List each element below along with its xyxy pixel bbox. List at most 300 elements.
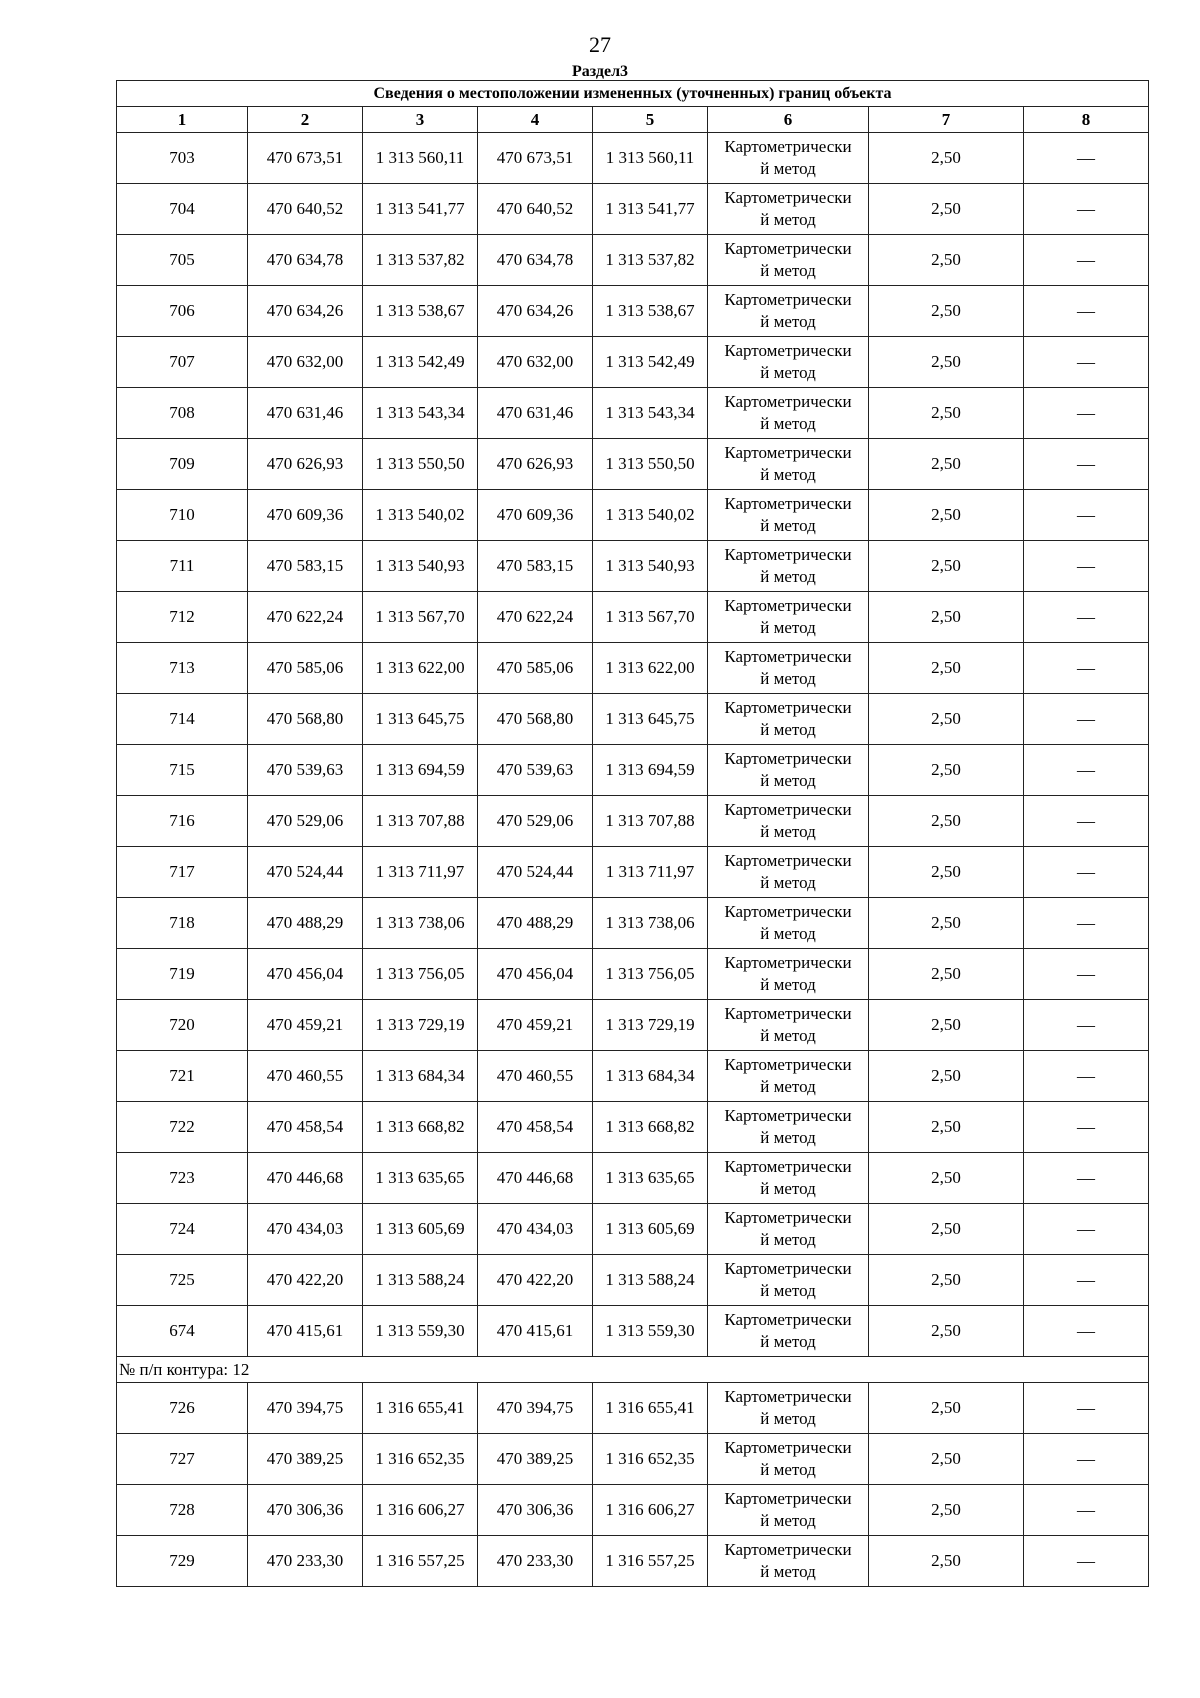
method-text: Картометрически bbox=[724, 1259, 852, 1278]
x-coordinate-cell: 470 626,93 bbox=[248, 439, 363, 490]
y-coordinate-cell: 1 313 540,02 bbox=[593, 490, 708, 541]
accuracy-cell: 2,50 bbox=[869, 490, 1024, 541]
method-cell bbox=[708, 1383, 869, 1434]
description-cell: — bbox=[1024, 1255, 1149, 1306]
method-text: й метод bbox=[760, 159, 816, 178]
table-row bbox=[117, 694, 1149, 745]
y-coordinate-cell: 1 313 729,19 bbox=[593, 1000, 708, 1051]
method-text: й метод bbox=[760, 1460, 816, 1479]
table-row bbox=[117, 1306, 1149, 1357]
method-cell bbox=[708, 337, 869, 388]
description-cell: — bbox=[1024, 847, 1149, 898]
x-coordinate-cell: 470 632,00 bbox=[248, 337, 363, 388]
method-text: й метод bbox=[760, 312, 816, 331]
x-coordinate-cell: 470 488,29 bbox=[478, 898, 593, 949]
x-coordinate-cell: 470 539,63 bbox=[478, 745, 593, 796]
table-row bbox=[117, 1536, 1149, 1587]
method-cell bbox=[708, 184, 869, 235]
y-coordinate-cell: 1 313 542,49 bbox=[593, 337, 708, 388]
point-number-cell: 711 bbox=[117, 541, 248, 592]
y-coordinate-cell: 1 313 756,05 bbox=[593, 949, 708, 1000]
y-coordinate-cell: 1 313 635,65 bbox=[363, 1153, 478, 1204]
x-coordinate-cell: 470 524,44 bbox=[478, 847, 593, 898]
x-coordinate-cell: 470 634,78 bbox=[248, 235, 363, 286]
x-coordinate-cell: 470 456,04 bbox=[248, 949, 363, 1000]
table-row bbox=[117, 949, 1149, 1000]
accuracy-cell: 2,50 bbox=[869, 133, 1024, 184]
y-coordinate-cell: 1 313 645,75 bbox=[593, 694, 708, 745]
contour-label: № п/п контура: 12 bbox=[117, 1357, 1149, 1383]
x-coordinate-cell: 470 394,75 bbox=[478, 1383, 593, 1434]
point-number-cell: 719 bbox=[117, 949, 248, 1000]
point-number-cell: 708 bbox=[117, 388, 248, 439]
point-number-cell: 721 bbox=[117, 1051, 248, 1102]
method-text: Картометрически bbox=[724, 137, 852, 156]
x-coordinate-cell: 470 622,24 bbox=[248, 592, 363, 643]
accuracy-cell: 2,50 bbox=[869, 898, 1024, 949]
x-coordinate-cell: 470 568,80 bbox=[248, 694, 363, 745]
accuracy-cell: 2,50 bbox=[869, 949, 1024, 1000]
point-number-cell: 717 bbox=[117, 847, 248, 898]
method-text: Картометрически bbox=[724, 902, 852, 921]
x-coordinate-cell: 470 640,52 bbox=[478, 184, 593, 235]
method-text: Картометрически bbox=[724, 494, 852, 513]
description-cell: — bbox=[1024, 1051, 1149, 1102]
x-coordinate-cell: 470 585,06 bbox=[478, 643, 593, 694]
accuracy-cell: 2,50 bbox=[869, 541, 1024, 592]
point-number-cell: 712 bbox=[117, 592, 248, 643]
table-row bbox=[117, 1255, 1149, 1306]
description-cell: — bbox=[1024, 1000, 1149, 1051]
method-text: Картометрически bbox=[724, 443, 852, 462]
column-numbers-row bbox=[117, 107, 1149, 133]
method-text: й метод bbox=[760, 465, 816, 484]
point-number-cell: 727 bbox=[117, 1434, 248, 1485]
x-coordinate-cell: 470 434,03 bbox=[248, 1204, 363, 1255]
x-coordinate-cell: 470 306,36 bbox=[248, 1485, 363, 1536]
accuracy-cell: 2,50 bbox=[869, 388, 1024, 439]
method-cell bbox=[708, 1102, 869, 1153]
method-text: й метод bbox=[760, 771, 816, 790]
y-coordinate-cell: 1 313 684,34 bbox=[363, 1051, 478, 1102]
table-caption-row bbox=[117, 81, 1149, 107]
column-number: 6 bbox=[708, 107, 869, 133]
y-coordinate-cell: 1 313 540,02 bbox=[363, 490, 478, 541]
x-coordinate-cell: 470 585,06 bbox=[248, 643, 363, 694]
x-coordinate-cell: 470 634,26 bbox=[248, 286, 363, 337]
method-text: Картометрически bbox=[724, 851, 852, 870]
y-coordinate-cell: 1 316 557,25 bbox=[593, 1536, 708, 1587]
y-coordinate-cell: 1 313 543,34 bbox=[593, 388, 708, 439]
x-coordinate-cell: 470 458,54 bbox=[248, 1102, 363, 1153]
table-row bbox=[117, 1153, 1149, 1204]
x-coordinate-cell: 470 626,93 bbox=[478, 439, 593, 490]
y-coordinate-cell: 1 313 559,30 bbox=[593, 1306, 708, 1357]
description-cell: — bbox=[1024, 898, 1149, 949]
method-text: Картометрически bbox=[724, 1489, 852, 1508]
method-text: й метод bbox=[760, 669, 816, 688]
method-cell bbox=[708, 949, 869, 1000]
column-number: 2 bbox=[248, 107, 363, 133]
method-text: Картометрически bbox=[724, 341, 852, 360]
method-text: Картометрически bbox=[724, 1310, 852, 1329]
point-number-cell: 729 bbox=[117, 1536, 248, 1587]
point-number-cell: 714 bbox=[117, 694, 248, 745]
x-coordinate-cell: 470 488,29 bbox=[248, 898, 363, 949]
point-number-cell: 723 bbox=[117, 1153, 248, 1204]
table-row bbox=[117, 592, 1149, 643]
method-text: й метод bbox=[760, 1562, 816, 1581]
description-cell: — bbox=[1024, 643, 1149, 694]
point-number-cell: 674 bbox=[117, 1306, 248, 1357]
y-coordinate-cell: 1 313 567,70 bbox=[363, 592, 478, 643]
y-coordinate-cell: 1 313 635,65 bbox=[593, 1153, 708, 1204]
accuracy-cell: 2,50 bbox=[869, 592, 1024, 643]
table-row bbox=[117, 1000, 1149, 1051]
table-row bbox=[117, 643, 1149, 694]
y-coordinate-cell: 1 313 560,11 bbox=[593, 133, 708, 184]
method-text: й метод bbox=[760, 567, 816, 586]
accuracy-cell: 2,50 bbox=[869, 745, 1024, 796]
method-text: й метод bbox=[760, 1409, 816, 1428]
y-coordinate-cell: 1 313 707,88 bbox=[363, 796, 478, 847]
y-coordinate-cell: 1 313 738,06 bbox=[593, 898, 708, 949]
method-text: Картометрически bbox=[724, 1438, 852, 1457]
description-cell: — bbox=[1024, 337, 1149, 388]
accuracy-cell: 2,50 bbox=[869, 1153, 1024, 1204]
x-coordinate-cell: 470 389,25 bbox=[478, 1434, 593, 1485]
method-text: й метод bbox=[760, 210, 816, 229]
description-cell: — bbox=[1024, 1102, 1149, 1153]
description-cell: — bbox=[1024, 949, 1149, 1000]
method-text: й метод bbox=[760, 1511, 816, 1530]
method-text: й метод bbox=[760, 1332, 816, 1351]
y-coordinate-cell: 1 313 694,59 bbox=[593, 745, 708, 796]
method-cell bbox=[708, 1536, 869, 1587]
point-number-cell: 724 bbox=[117, 1204, 248, 1255]
x-coordinate-cell: 470 634,26 bbox=[478, 286, 593, 337]
description-cell: — bbox=[1024, 541, 1149, 592]
y-coordinate-cell: 1 313 729,19 bbox=[363, 1000, 478, 1051]
x-coordinate-cell: 470 673,51 bbox=[478, 133, 593, 184]
method-cell bbox=[708, 592, 869, 643]
x-coordinate-cell: 470 631,46 bbox=[248, 388, 363, 439]
x-coordinate-cell: 470 459,21 bbox=[478, 1000, 593, 1051]
table-row bbox=[117, 337, 1149, 388]
table-row bbox=[117, 1434, 1149, 1485]
y-coordinate-cell: 1 313 588,24 bbox=[363, 1255, 478, 1306]
table-row bbox=[117, 490, 1149, 541]
point-number-cell: 722 bbox=[117, 1102, 248, 1153]
x-coordinate-cell: 470 609,36 bbox=[478, 490, 593, 541]
table-row bbox=[117, 1204, 1149, 1255]
method-text: й метод bbox=[760, 1230, 816, 1249]
method-cell bbox=[708, 898, 869, 949]
method-cell bbox=[708, 286, 869, 337]
method-text: й метод bbox=[760, 873, 816, 892]
method-text: Картометрически bbox=[724, 1540, 852, 1559]
method-text: Картометрически bbox=[724, 1157, 852, 1176]
y-coordinate-cell: 1 313 550,50 bbox=[593, 439, 708, 490]
y-coordinate-cell: 1 313 711,97 bbox=[593, 847, 708, 898]
description-cell: — bbox=[1024, 1153, 1149, 1204]
method-text: й метод bbox=[760, 516, 816, 535]
column-number: 8 bbox=[1024, 107, 1149, 133]
x-coordinate-cell: 470 583,15 bbox=[248, 541, 363, 592]
method-text: й метод bbox=[760, 618, 816, 637]
x-coordinate-cell: 470 394,75 bbox=[248, 1383, 363, 1434]
method-cell bbox=[708, 745, 869, 796]
accuracy-cell: 2,50 bbox=[869, 184, 1024, 235]
accuracy-cell: 2,50 bbox=[869, 235, 1024, 286]
y-coordinate-cell: 1 313 540,93 bbox=[593, 541, 708, 592]
x-coordinate-cell: 470 422,20 bbox=[478, 1255, 593, 1306]
x-coordinate-cell: 470 524,44 bbox=[248, 847, 363, 898]
method-cell bbox=[708, 1051, 869, 1102]
table-row bbox=[117, 847, 1149, 898]
description-cell: — bbox=[1024, 1536, 1149, 1587]
method-text: й метод bbox=[760, 822, 816, 841]
table-row bbox=[117, 235, 1149, 286]
y-coordinate-cell: 1 313 588,24 bbox=[593, 1255, 708, 1306]
accuracy-cell: 2,50 bbox=[869, 1434, 1024, 1485]
y-coordinate-cell: 1 313 668,82 bbox=[593, 1102, 708, 1153]
method-cell bbox=[708, 1434, 869, 1485]
method-text: й метод bbox=[760, 414, 816, 433]
description-cell: — bbox=[1024, 439, 1149, 490]
method-text: Картометрически bbox=[724, 647, 852, 666]
y-coordinate-cell: 1 313 711,97 bbox=[363, 847, 478, 898]
method-text: Картометрически bbox=[724, 953, 852, 972]
x-coordinate-cell: 470 460,55 bbox=[478, 1051, 593, 1102]
column-number: 5 bbox=[593, 107, 708, 133]
description-cell: — bbox=[1024, 388, 1149, 439]
y-coordinate-cell: 1 313 541,77 bbox=[363, 184, 478, 235]
column-number: 7 bbox=[869, 107, 1024, 133]
y-coordinate-cell: 1 313 537,82 bbox=[363, 235, 478, 286]
y-coordinate-cell: 1 313 707,88 bbox=[593, 796, 708, 847]
x-coordinate-cell: 470 415,61 bbox=[478, 1306, 593, 1357]
description-cell: — bbox=[1024, 745, 1149, 796]
method-cell bbox=[708, 847, 869, 898]
section-title: Раздел3 bbox=[571, 63, 629, 80]
x-coordinate-cell: 470 609,36 bbox=[248, 490, 363, 541]
y-coordinate-cell: 1 313 668,82 bbox=[363, 1102, 478, 1153]
y-coordinate-cell: 1 313 559,30 bbox=[363, 1306, 478, 1357]
method-cell bbox=[708, 1000, 869, 1051]
method-text: Картометрически bbox=[724, 1004, 852, 1023]
method-cell bbox=[708, 1204, 869, 1255]
method-cell bbox=[708, 388, 869, 439]
description-cell: — bbox=[1024, 1204, 1149, 1255]
method-text: й метод bbox=[760, 1281, 816, 1300]
table-row bbox=[117, 439, 1149, 490]
method-cell bbox=[708, 1153, 869, 1204]
accuracy-cell: 2,50 bbox=[869, 1204, 1024, 1255]
contour-row bbox=[117, 1357, 1149, 1383]
point-number-cell: 709 bbox=[117, 439, 248, 490]
method-text: Картометрически bbox=[724, 1387, 852, 1406]
x-coordinate-cell: 470 640,52 bbox=[248, 184, 363, 235]
description-cell: — bbox=[1024, 1306, 1149, 1357]
x-coordinate-cell: 470 422,20 bbox=[248, 1255, 363, 1306]
y-coordinate-cell: 1 313 540,93 bbox=[363, 541, 478, 592]
point-number-cell: 706 bbox=[117, 286, 248, 337]
point-number-cell: 703 bbox=[117, 133, 248, 184]
x-coordinate-cell: 470 456,04 bbox=[478, 949, 593, 1000]
method-text: й метод bbox=[760, 1179, 816, 1198]
y-coordinate-cell: 1 313 543,34 bbox=[363, 388, 478, 439]
method-text: Картометрически bbox=[724, 545, 852, 564]
method-cell bbox=[708, 1306, 869, 1357]
table-row bbox=[117, 1383, 1149, 1434]
y-coordinate-cell: 1 313 567,70 bbox=[593, 592, 708, 643]
table-row bbox=[117, 184, 1149, 235]
accuracy-cell: 2,50 bbox=[869, 1000, 1024, 1051]
x-coordinate-cell: 470 632,00 bbox=[478, 337, 593, 388]
column-number: 1 bbox=[117, 107, 248, 133]
y-coordinate-cell: 1 313 756,05 bbox=[363, 949, 478, 1000]
table-row bbox=[117, 133, 1149, 184]
method-text: Картометрически bbox=[724, 1106, 852, 1125]
y-coordinate-cell: 1 316 606,27 bbox=[593, 1485, 708, 1536]
method-cell bbox=[708, 235, 869, 286]
point-number-cell: 715 bbox=[117, 745, 248, 796]
y-coordinate-cell: 1 316 557,25 bbox=[363, 1536, 478, 1587]
method-text: й метод bbox=[760, 720, 816, 739]
method-text: Картометрически bbox=[724, 698, 852, 717]
point-number-cell: 705 bbox=[117, 235, 248, 286]
method-cell bbox=[708, 796, 869, 847]
method-text: й метод bbox=[760, 363, 816, 382]
description-cell: — bbox=[1024, 184, 1149, 235]
y-coordinate-cell: 1 313 605,69 bbox=[593, 1204, 708, 1255]
table-caption: Сведения о местоположении измененных (уточненных) границ объекта bbox=[117, 81, 1149, 107]
method-text: й метод bbox=[760, 261, 816, 280]
page-number: 27 bbox=[589, 32, 611, 57]
y-coordinate-cell: 1 316 652,35 bbox=[593, 1434, 708, 1485]
point-number-cell: 726 bbox=[117, 1383, 248, 1434]
y-coordinate-cell: 1 316 655,41 bbox=[363, 1383, 478, 1434]
table-row bbox=[117, 898, 1149, 949]
y-coordinate-cell: 1 313 560,11 bbox=[363, 133, 478, 184]
y-coordinate-cell: 1 313 550,50 bbox=[363, 439, 478, 490]
y-coordinate-cell: 1 313 605,69 bbox=[363, 1204, 478, 1255]
method-cell bbox=[708, 643, 869, 694]
y-coordinate-cell: 1 313 541,77 bbox=[593, 184, 708, 235]
y-coordinate-cell: 1 313 537,82 bbox=[593, 235, 708, 286]
y-coordinate-cell: 1 313 538,67 bbox=[363, 286, 478, 337]
x-coordinate-cell: 470 583,15 bbox=[478, 541, 593, 592]
point-number-cell: 710 bbox=[117, 490, 248, 541]
description-cell: — bbox=[1024, 796, 1149, 847]
method-text: й метод bbox=[760, 1077, 816, 1096]
method-cell bbox=[708, 1255, 869, 1306]
x-coordinate-cell: 470 568,80 bbox=[478, 694, 593, 745]
method-text: Картометрически bbox=[724, 800, 852, 819]
description-cell: — bbox=[1024, 1434, 1149, 1485]
table-row bbox=[117, 388, 1149, 439]
method-cell bbox=[708, 541, 869, 592]
description-cell: — bbox=[1024, 235, 1149, 286]
table-row bbox=[117, 796, 1149, 847]
x-coordinate-cell: 470 634,78 bbox=[478, 235, 593, 286]
point-number-cell: 713 bbox=[117, 643, 248, 694]
description-cell: — bbox=[1024, 490, 1149, 541]
description-cell: — bbox=[1024, 1485, 1149, 1536]
method-cell bbox=[708, 439, 869, 490]
method-text: Картометрически bbox=[724, 596, 852, 615]
table-row bbox=[117, 286, 1149, 337]
accuracy-cell: 2,50 bbox=[869, 439, 1024, 490]
x-coordinate-cell: 470 415,61 bbox=[248, 1306, 363, 1357]
method-cell bbox=[708, 1485, 869, 1536]
method-cell bbox=[708, 490, 869, 541]
table-row bbox=[117, 1485, 1149, 1536]
y-coordinate-cell: 1 313 694,59 bbox=[363, 745, 478, 796]
x-coordinate-cell: 470 389,25 bbox=[248, 1434, 363, 1485]
accuracy-cell: 2,50 bbox=[869, 796, 1024, 847]
table-row bbox=[117, 541, 1149, 592]
point-number-cell: 725 bbox=[117, 1255, 248, 1306]
y-coordinate-cell: 1 313 538,67 bbox=[593, 286, 708, 337]
x-coordinate-cell: 470 446,68 bbox=[248, 1153, 363, 1204]
x-coordinate-cell: 470 459,21 bbox=[248, 1000, 363, 1051]
description-cell: — bbox=[1024, 286, 1149, 337]
x-coordinate-cell: 470 529,06 bbox=[248, 796, 363, 847]
point-number-cell: 718 bbox=[117, 898, 248, 949]
accuracy-cell: 2,50 bbox=[869, 1051, 1024, 1102]
method-text: Картометрически bbox=[724, 290, 852, 309]
accuracy-cell: 2,50 bbox=[869, 643, 1024, 694]
y-coordinate-cell: 1 313 622,00 bbox=[593, 643, 708, 694]
y-coordinate-cell: 1 313 738,06 bbox=[363, 898, 478, 949]
description-cell: — bbox=[1024, 1383, 1149, 1434]
x-coordinate-cell: 470 458,54 bbox=[478, 1102, 593, 1153]
x-coordinate-cell: 470 622,24 bbox=[478, 592, 593, 643]
method-cell bbox=[708, 694, 869, 745]
method-cell bbox=[708, 133, 869, 184]
point-number-cell: 707 bbox=[117, 337, 248, 388]
table-row bbox=[117, 1102, 1149, 1153]
table-row bbox=[117, 1051, 1149, 1102]
column-number: 4 bbox=[478, 107, 593, 133]
y-coordinate-cell: 1 313 684,34 bbox=[593, 1051, 708, 1102]
y-coordinate-cell: 1 316 652,35 bbox=[363, 1434, 478, 1485]
method-text: Картометрически bbox=[724, 239, 852, 258]
description-cell: — bbox=[1024, 592, 1149, 643]
accuracy-cell: 2,50 bbox=[869, 337, 1024, 388]
y-coordinate-cell: 1 316 655,41 bbox=[593, 1383, 708, 1434]
accuracy-cell: 2,50 bbox=[869, 694, 1024, 745]
description-cell: — bbox=[1024, 694, 1149, 745]
table-row bbox=[117, 745, 1149, 796]
description-cell: — bbox=[1024, 133, 1149, 184]
y-coordinate-cell: 1 313 542,49 bbox=[363, 337, 478, 388]
method-text: Картометрически bbox=[724, 1055, 852, 1074]
accuracy-cell: 2,50 bbox=[869, 1306, 1024, 1357]
method-text: Картометрически bbox=[724, 1208, 852, 1227]
point-number-cell: 716 bbox=[117, 796, 248, 847]
x-coordinate-cell: 470 233,30 bbox=[248, 1536, 363, 1587]
accuracy-cell: 2,50 bbox=[869, 1102, 1024, 1153]
accuracy-cell: 2,50 bbox=[869, 1255, 1024, 1306]
x-coordinate-cell: 470 434,03 bbox=[478, 1204, 593, 1255]
accuracy-cell: 2,50 bbox=[869, 1536, 1024, 1587]
x-coordinate-cell: 470 631,46 bbox=[478, 388, 593, 439]
y-coordinate-cell: 1 316 606,27 bbox=[363, 1485, 478, 1536]
point-number-cell: 720 bbox=[117, 1000, 248, 1051]
